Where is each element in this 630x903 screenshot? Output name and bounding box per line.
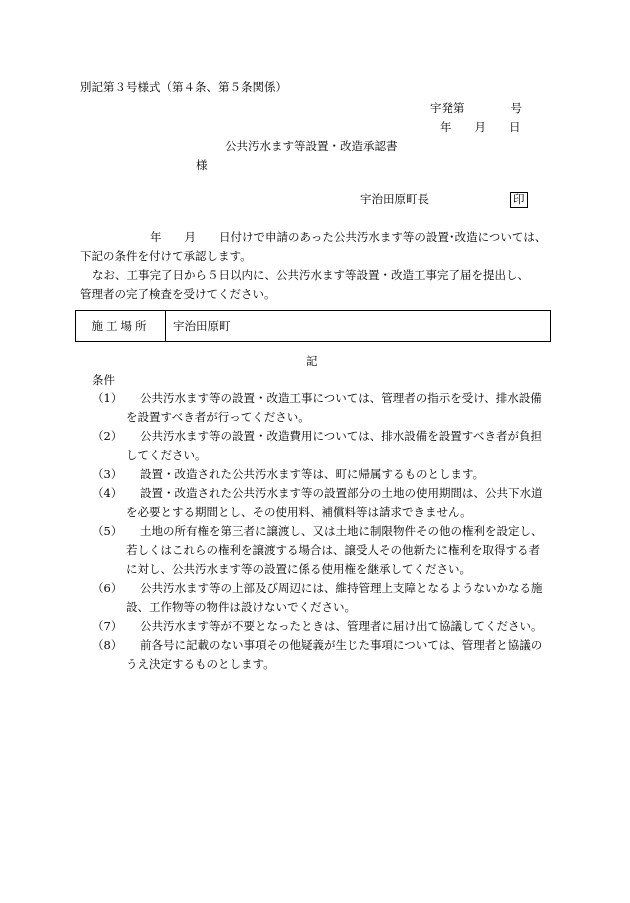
condition-number: （5） <box>92 524 123 538</box>
condition-text-line: 若しくはこれらの権利を譲渡する場合は、譲受人その他新たに権利を取得する者 <box>126 543 540 557</box>
form-label: 別記第３号様式（第４条、第５条関係） <box>80 80 287 94</box>
body-line-3: なお、工事完了日から５日以内に、公共汚水ます等設置・改造工事完了届を提出し、 <box>92 268 529 282</box>
condition-text-line: してください。 <box>126 448 207 462</box>
condition-text-line: 設、工作物等の物件は設けないでください。 <box>126 600 356 614</box>
condition-text-line: 設置・改造された公共汚水ます等の設置部分の土地の使用期間は、公共下水道 <box>140 486 543 500</box>
condition-number: （2） <box>92 429 123 443</box>
condition-number: （8） <box>92 638 123 652</box>
condition-number: （6） <box>92 581 123 595</box>
seal-mark <box>508 192 528 208</box>
condition-number: （1） <box>92 391 123 405</box>
condition-text-line: 土地の所有権を第三者に譲渡し、又は土地に制限物件その他の権利を設定し、 <box>140 524 543 538</box>
condition-text-line: に対し、公共汚水ます等の設置に係る使用権を継承してください。 <box>126 562 471 576</box>
construction-site-table <box>75 310 551 342</box>
condition-text-line: を設置すべき者が行ってください。 <box>126 410 310 424</box>
seal-text: 印 <box>510 192 528 208</box>
condition-text-line: 公共汚水ます等の設置・改造費用については、排水設備を設置すべき者が負担 <box>140 429 543 443</box>
ki-heading: 記 <box>306 354 318 368</box>
recipient-suffix: 様 <box>196 158 208 172</box>
construction-site-label: 施工場所 <box>76 311 166 341</box>
document-title: 公共汚水ます等設置・改造承認書 <box>225 139 398 153</box>
document-number: 宇発第 号 <box>430 101 522 115</box>
condition-text-line: 前各号に記載のない事項その他疑義が生じた事項については、管理者と協議の <box>140 638 543 652</box>
issuer-name: 宇治田原町長 <box>360 192 429 206</box>
condition-text-line: 公共汚水ます等が不要となったときは、管理者に届け出て協議してください。 <box>140 619 543 633</box>
condition-text-line: 公共汚水ます等の上部及び周辺には、維持管理上支障となるようないかなる施 <box>140 581 543 595</box>
construction-site-value: 宇治田原町 <box>173 319 231 333</box>
condition-number: （4） <box>92 486 123 500</box>
condition-number: （3） <box>92 467 123 481</box>
condition-text-line: を必要とする期間とし、その使用料、補償料等は請求できません。 <box>126 505 472 519</box>
condition-number: （7） <box>92 619 123 633</box>
condition-text-line: 設置・改造された公共汚水ます等は、町に帰属するものとします。 <box>140 467 485 481</box>
condition-text-line: うえ決定するものとします。 <box>126 657 275 671</box>
body-line-2: 下記の条件を付けて承認します。 <box>80 249 252 263</box>
condition-text-line: 公共汚水ます等の設置・改造工事については、管理者の指示を受け、排水設備 <box>140 391 542 405</box>
document-date: 年 月 日 <box>440 120 521 134</box>
conditions-label: 条件 <box>92 373 115 387</box>
body-line-4: 管理者の完了検査を受けてください。 <box>80 287 276 301</box>
body-line-1: 年 月 日付けで申請のあった公共汚水ます等の設置･改造については、 <box>150 230 547 244</box>
